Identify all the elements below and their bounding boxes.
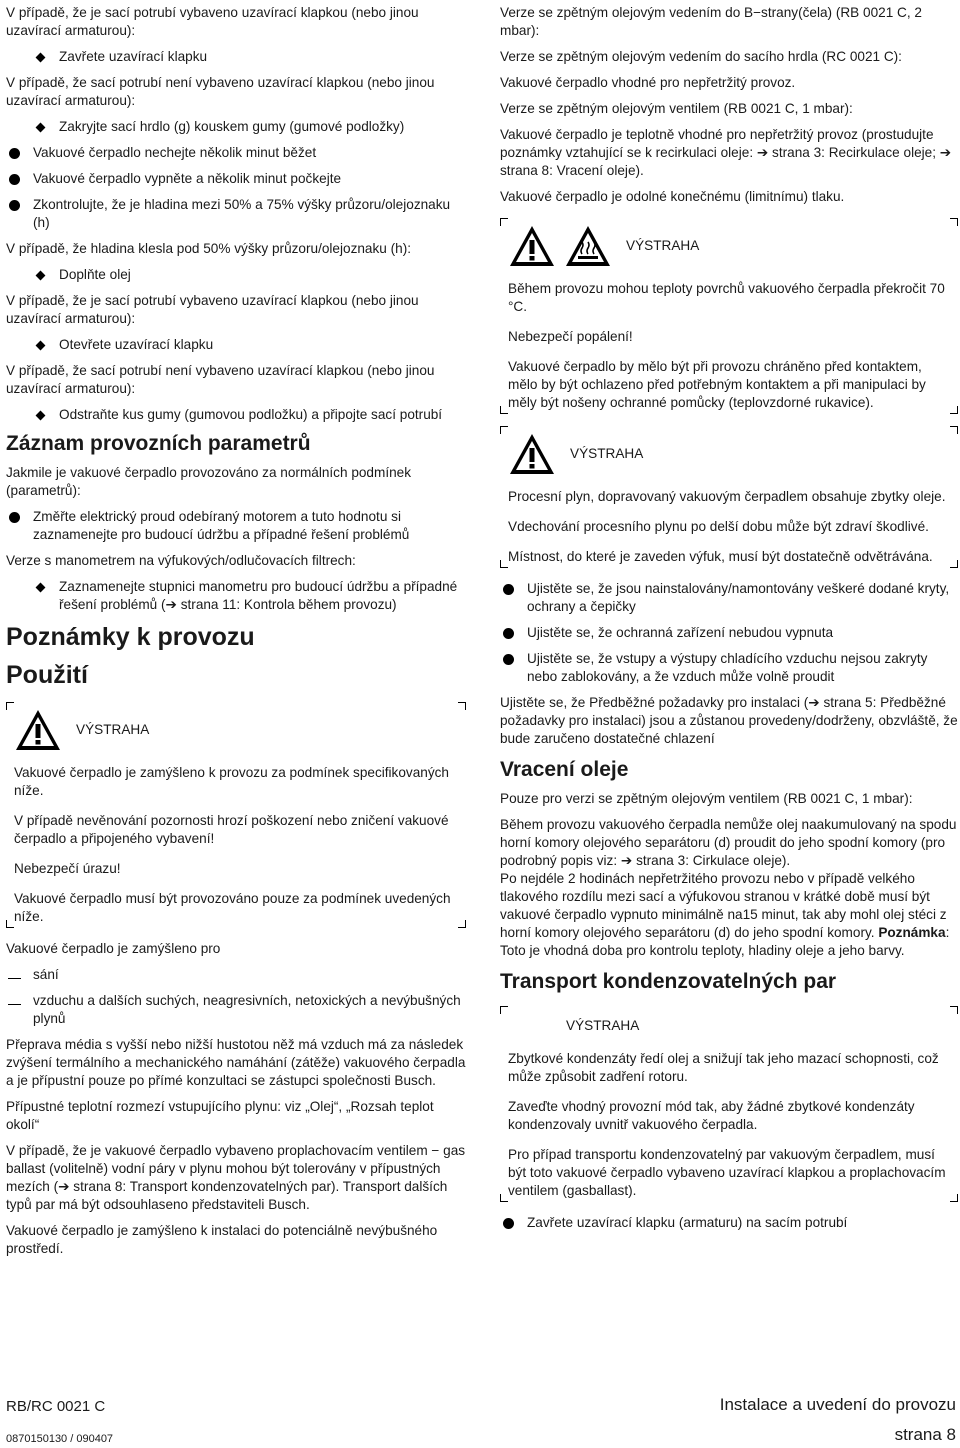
paragraph: Vakuové čerpadlo je teplotně vhodné pro nepřetržitý provoz (prostudujte poznámky vztahující se k recirkulaci oleje: ➔ strana 3: Recirkulace oleje; ➔ strana 8: Vracení oleje). bbox=[500, 127, 952, 178]
warning-text: Zaveďte vhodný provozní mód tak, aby žádné zbytkové kondenzáty kondenzovaly uvnitř vakuového čerpadla. bbox=[508, 1099, 915, 1132]
warning-title: VÝSTRAHA bbox=[570, 446, 644, 461]
page-number: strana 8 bbox=[894, 1425, 956, 1444]
arrow-right-icon: ➔ bbox=[165, 597, 177, 613]
hot-surface-icon bbox=[564, 224, 612, 268]
circle-bullet-icon bbox=[9, 174, 20, 185]
paragraph: V případě, že sací potrubí není vybaveno uzavírací klapkou (nebo jinou uzavírací armaturou): bbox=[6, 363, 435, 396]
warning-text: Zbytkové kondenzáty ředí olej a snižují tak jeho mazací schopnosti, což může způsobit zadření rotoru. bbox=[508, 1051, 939, 1084]
diamond-bullet-icon bbox=[35, 271, 45, 281]
footer-doc-number: 0870150130 / 090407 bbox=[6, 1433, 114, 1445]
paragraph: Pouze pro verzi se zpětným olejovým ventilem (RB 0021 C, 1 mbar): bbox=[500, 791, 913, 806]
section-heading: Záznam provozních parametrů bbox=[6, 432, 311, 455]
list-item: vzduchu a dalších suchých, neagresivních, netoxických a nevýbušných plynů bbox=[6, 992, 466, 1028]
warning-text: V případě nevěnování pozornosti hrozí poškození nebo zničení vakuové čerpadlo a připojeného vybavení! bbox=[14, 813, 449, 846]
section-heading: Transport kondenzovatelných par bbox=[500, 970, 837, 993]
left-column bbox=[6, 4, 466, 1266]
warning-text: Pro případ transportu kondenzovatelný par vakuovým čerpadlem, musí být toto vakuové čerpadlo vybaveno uzavírací klapkou a proplachovacím ventilem (gasballast). bbox=[508, 1147, 946, 1198]
circle-bullet-icon bbox=[9, 512, 20, 523]
circle-bullet-icon bbox=[9, 148, 20, 159]
list-item: Otevřete uzavírací klapku bbox=[32, 336, 466, 354]
list-item: Ujistěte se, že vstupy a výstupy chladícího vzduchu nejsou zakryty nebo zablokovány, a že vzduch může volně proudit bbox=[500, 650, 958, 686]
warning-text: Nebezpečí úrazu! bbox=[14, 861, 121, 876]
paragraph: V případě, že je sací potrubí vybaveno uzavírací klapkou (nebo jinou uzavírací armaturou): bbox=[6, 293, 419, 326]
list-item: Ujistěte se, že jsou nainstalovány/namontovány veškeré dodané kryty, ochrany a čepičky bbox=[500, 580, 958, 616]
list-item: Vakuové čerpadlo vypněte a několik minut počkejte bbox=[6, 170, 466, 188]
paragraph: Verze se zpětným olejovým ventilem (RB 0021 C, 1 mbar): bbox=[500, 101, 853, 116]
list-item: Zavřete uzavírací klapku (armaturu) na sacím potrubí bbox=[500, 1214, 958, 1232]
section-heading: Poznámky k provozu bbox=[6, 623, 255, 651]
paragraph: Vakuové čerpadlo je zamýšleno k instalaci do potenciálně nevýbušného prostředí. bbox=[6, 1223, 438, 1256]
list-item: Doplňte olej bbox=[32, 266, 466, 284]
paragraph: Verze s manometrem na výfukových/odlučovacích filtrech: bbox=[6, 553, 356, 568]
footer-section: Instalace a uvedení do provozu bbox=[719, 1395, 956, 1414]
arrow-right-icon: ➔ bbox=[58, 1179, 70, 1195]
warning-triangle-icon bbox=[508, 224, 556, 268]
warning-box bbox=[500, 426, 958, 568]
diamond-bullet-icon bbox=[35, 411, 45, 421]
list-item: Zavřete uzavírací klapku bbox=[32, 48, 466, 66]
warning-text: Místnost, do které je zaveden výfuk, musí být dostatečně odvětrávána. bbox=[508, 549, 933, 564]
list-item: Ujistěte se, že ochranná zařízení nebudou vypnuta bbox=[500, 624, 958, 642]
diamond-bullet-icon bbox=[35, 583, 45, 593]
warning-title: VÝSTRAHA bbox=[566, 1018, 640, 1033]
warning-text: Vakuové čerpadlo je zamýšleno k provozu za podmínek specifikovaných níže. bbox=[14, 765, 449, 798]
warning-text: Procesní plyn, dopravovaný vakuovým čerpadlem obsahuje zbytky oleje. bbox=[508, 489, 946, 504]
warning-triangle-icon bbox=[14, 708, 62, 752]
warning-text: Vakuové čerpadlo by mělo být při provozu chráněno před kontaktem, mělo by být ochlazeno před potřebným kontaktem a při manipulaci by měly být nošeny ochranné pomůcky (teplovzdorné rukavice). bbox=[508, 359, 926, 410]
paragraph: V případě, že je sací potrubí vybaveno uzavírací klapkou (nebo jinou uzavírací armaturou): bbox=[6, 5, 419, 38]
paragraph: Jakmile je vakuové čerpadlo provozováno za normálních podmínek (parametrů): bbox=[6, 465, 412, 498]
list-item: Zaznamenejte stupnici manometru pro budoucí údržbu a případné řešení problémů (➔ strana 11: Kontrola během provozu) bbox=[32, 578, 466, 614]
circle-bullet-icon bbox=[503, 628, 514, 639]
paragraph: Během provozu vakuového čerpadla nemůže olej naakumulovaný na spodu horní komory olejového separátoru (d) proudit do jeho spodní komory (pro podrobný popis viz: ➔ strana 3: Cirkulace oleje). Po nejdéle 2 hodinách nepřetržitého provozu nebo v případě velkého tlakového rozdílu mezi sací a výfukovou stranou v krátké době musí být vakuové čerpadlo vypnuto minimálně na15 minut, tak aby mohl olej stéci z horní komory olejového separátoru (d) do jeho spodní komory. Poznámka: Toto je vhodná doba pro kontrolu teploty, hladiny oleje a jeho barvy. bbox=[500, 817, 957, 958]
paragraph: V případě, že sací potrubí není vybaveno uzavírací klapkou (nebo jinou uzavírací armaturou): bbox=[6, 75, 435, 108]
list-item: Odstraňte kus gumy (gumovou podložku) a připojte sací potrubí bbox=[32, 406, 466, 424]
footer-model: RB/RC 0021 C bbox=[6, 1398, 106, 1415]
circle-bullet-icon bbox=[503, 1218, 514, 1229]
paragraph: Ujistěte se, že Předběžné požadavky pro instalaci (➔ strana 5: Předběžné požadavky pro instalaci) jsou a zůstanou provedeny/dodrženy, obzvláště, že bude zaručeno dostatečné chlazení bbox=[500, 695, 958, 746]
paragraph: Vakuové čerpadlo je odolné konečnému (limitnímu) tlaku. bbox=[500, 189, 845, 204]
paragraph: Vakuové čerpadlo je zamýšleno pro bbox=[6, 941, 221, 956]
warning-title: VÝSTRAHA bbox=[76, 722, 150, 737]
paragraph: Přeprava média s vyšší nebo nižší hustotou něž má vzduch má za následek zvýšení termálního a mechanického namáhání (zátěže) vakuového čerpadla a je přípustní pouze po přímé konzultaci se zástupci společnosti Busch. bbox=[6, 1037, 466, 1088]
diamond-bullet-icon bbox=[35, 123, 45, 133]
paragraph: Verze se zpětným olejovým vedením do sacího hrdla (RC 0021 C): bbox=[500, 49, 902, 64]
list-item: Změřte elektrický proud odebíraný motorem a tuto hodnotu si zaznamenejte pro budoucí údržbu a případné řešení problémů bbox=[6, 508, 466, 544]
diamond-bullet-icon bbox=[35, 53, 45, 63]
warning-text: Vdechování procesního plynu po delší dobu může být zdraví škodlivé. bbox=[508, 519, 929, 534]
warning-title: VÝSTRAHA bbox=[626, 238, 700, 253]
arrow-right-icon: ➔ bbox=[620, 853, 633, 869]
dash-bullet-icon bbox=[8, 978, 21, 979]
paragraph: Přípustné teplotní rozmezí vstupujícího plynu: viz „Olej“, „Rozsah teplot okolí“ bbox=[6, 1099, 434, 1132]
diamond-bullet-icon bbox=[35, 341, 45, 351]
list-item: sání bbox=[6, 966, 466, 984]
warning-box bbox=[6, 702, 466, 928]
subsection-heading: Použití bbox=[6, 661, 88, 689]
warning-text: Během provozu mohou teploty povrchů vakuového čerpadla překročit 70 °C. bbox=[508, 281, 945, 314]
section-heading: Vracení oleje bbox=[500, 758, 629, 781]
arrow-right-icon: ➔ bbox=[939, 145, 952, 161]
circle-bullet-icon bbox=[503, 584, 514, 595]
warning-text: Nebezpečí popálení! bbox=[508, 329, 633, 344]
right-column bbox=[500, 4, 958, 1240]
warning-box bbox=[500, 218, 958, 414]
list-item: Zkontrolujte, že je hladina mezi 50% a 75% výšky průzoru/olejoznaku (h) bbox=[6, 196, 466, 232]
warning-box bbox=[500, 1006, 958, 1202]
paragraph: V případě, že hladina klesla pod 50% výšky průzoru/olejoznaku (h): bbox=[6, 241, 412, 256]
list-item: Vakuové čerpadlo nechejte několik minut běžet bbox=[6, 144, 466, 162]
circle-bullet-icon bbox=[503, 654, 514, 665]
paragraph: Vakuové čerpadlo vhodné pro nepřetržitý provoz. bbox=[500, 75, 796, 90]
warning-text: Vakuové čerpadlo musí být provozováno pouze za podmínek uvedených níže. bbox=[14, 891, 451, 924]
paragraph: V případě, že je vakuové čerpadlo vybaveno proplachovacím ventilem − gas ballast (volitelně) vodní páry v plynu mohou být tolerovány v přípustných mezích (➔ strana 8: Transport kondenzovatelných par). Transport dalších typů par má být odsouhlaseno představiteli Busch. bbox=[6, 1143, 466, 1212]
arrow-right-icon: ➔ bbox=[808, 695, 820, 711]
warning-triangle-icon bbox=[508, 432, 556, 476]
dash-bullet-icon bbox=[8, 1004, 21, 1005]
circle-bullet-icon bbox=[9, 200, 20, 211]
paragraph: Verze se zpětným olejovým vedením do B−strany(čela) (RB 0021 C, 2 mbar): bbox=[500, 5, 922, 38]
arrow-right-icon: ➔ bbox=[756, 145, 769, 161]
list-item: Zakryjte sací hrdlo (g) kouskem gumy (gumové podložky) bbox=[32, 118, 466, 136]
